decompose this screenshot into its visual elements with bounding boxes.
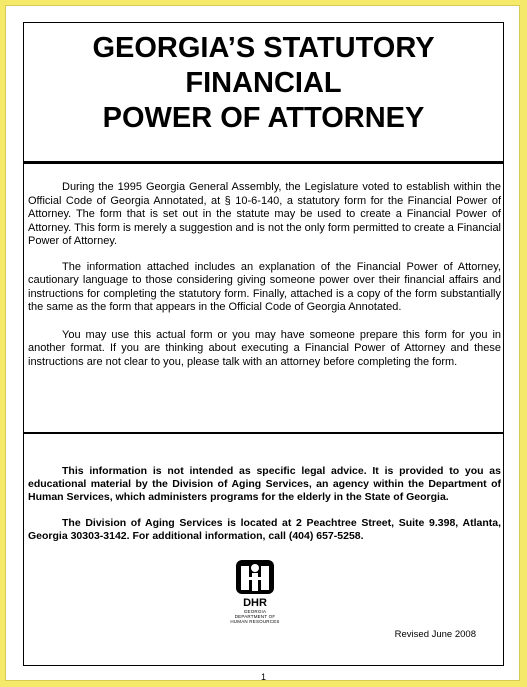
page-number: 1 [260,672,266,682]
title-line-1: GEORGIA’S STATUTORY [92,32,435,64]
logo-dept-line: GEORGIA [243,609,267,614]
title-line-2: FINANCIAL [185,67,342,99]
disclaimer-section [28,465,501,555]
dhr-logo [219,557,291,624]
content-frame [23,22,504,682]
contact-paragraph: The Division of Aging Services is located at 2 Peachtree Street, Suite 9.398, Atlanta, Georgia 30303-3142. For additional information, call (404) 657-5258. [28,516,501,542]
logo-dept-line: HUMAN RESOURCES [230,619,280,624]
revision-date: Revised June 2008 [394,629,476,640]
page-title [24,31,503,136]
section-divider [24,432,503,434]
intro-section [28,181,501,381]
dhr-emblem-icon [232,557,278,597]
intro-paragraph: You may use this actual form or you may have someone prepare this form for you in another format. If you are thinking about executing a Financial Power of Attorney and these instructions are not clear to you, please talk with an attorney before completing the form. [28,328,501,368]
document-page [5,5,520,681]
title-line-3: POWER OF ATTORNEY [102,102,425,134]
logo-dept-line: DEPARTMENT OF [234,614,276,619]
disclaimer-paragraph: This information is not intended as specific legal advice. It is provided to you as educational material by the Division of Aging Services, an agency within the Department of Human Services, which administers programs for the elderly in the State of Georgia. [28,465,501,504]
title-divider [24,161,503,164]
intro-paragraph: During the 1995 Georgia General Assembly, the Legislature voted to establish within the Official Code of Georgia Annotated, at § 10-6-140, a statutory form for the Financial Power of Attorney. The form that is set out in the statute may be used to create a Financial Power of Attorney. This form is merely a suggestion and is not the only form permitted to create a Financial Power of Attorney. [28,181,501,247]
intro-paragraph: The information attached includes an explanation of the Financial Power of Attorney, cautionary language to those considering giving someone power over their financial affairs and instructions for completing the statutory form. Finally, attached is a copy of the form substantially the same as the form that appears in the Official Code of Georgia Annotated. [28,260,501,313]
logo-acronym: DHR [243,597,267,609]
